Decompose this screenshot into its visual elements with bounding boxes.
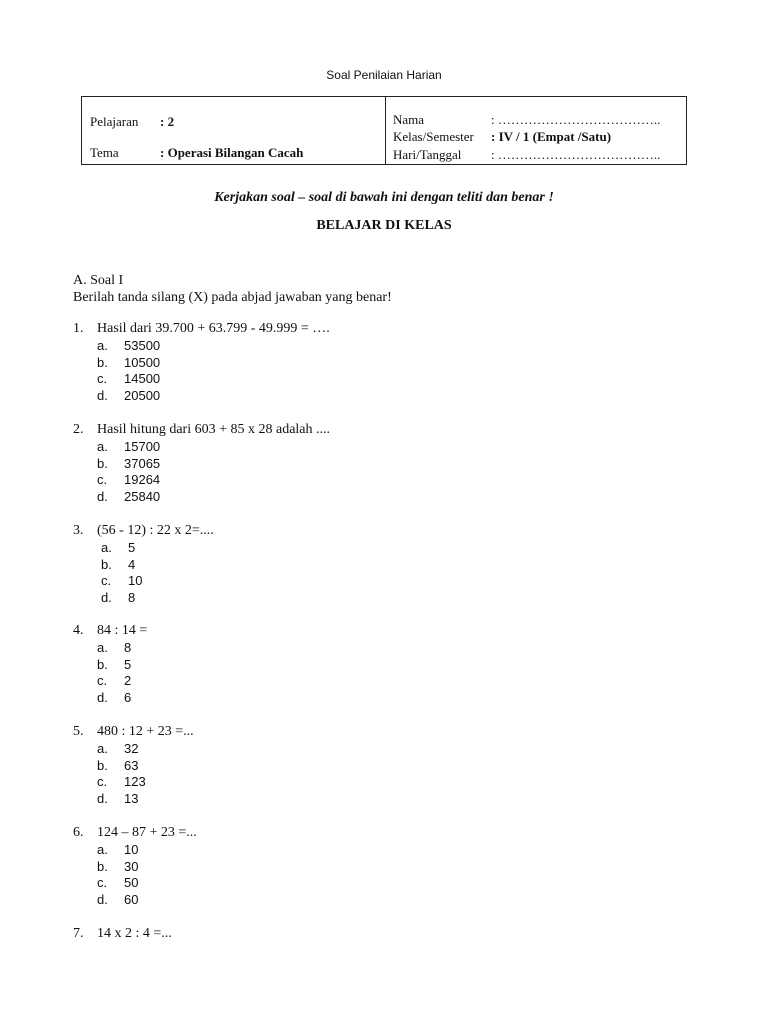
- question: [73, 523, 214, 539]
- question-number: 5.: [73, 724, 84, 739]
- question: [73, 623, 147, 639]
- answer-option[interactable]: [97, 875, 138, 891]
- answer-option[interactable]: [97, 741, 138, 757]
- option-text: 10: [124, 842, 139, 857]
- question-text: 124 – 87 + 23 =...: [97, 825, 197, 840]
- question-number: 2.: [73, 422, 84, 437]
- answer-option[interactable]: [97, 673, 131, 689]
- header-info-table: [81, 96, 687, 165]
- option-text: 19264: [124, 472, 161, 488]
- option-text: 25840: [124, 489, 161, 505]
- info-label: Kelas/Semester: [393, 129, 474, 144]
- option-text: 6: [124, 690, 132, 706]
- option-letter: c.: [97, 371, 108, 387]
- info-label: Hari/Tanggal: [393, 147, 462, 162]
- answer-option[interactable]: [97, 758, 138, 774]
- answer-option[interactable]: [97, 355, 160, 371]
- option-text: 53500: [124, 338, 161, 353]
- option-letter: d.: [101, 590, 112, 606]
- info-value: : IV / 1 (Empat /Satu): [491, 129, 612, 144]
- question-text: 14 x 2 : 4 =...: [97, 926, 172, 941]
- option-text: 30: [124, 858, 139, 874]
- answer-option[interactable]: [97, 892, 138, 908]
- option-text: 2: [124, 673, 132, 689]
- answer-option[interactable]: [97, 791, 138, 807]
- page-title: Soal Penilaian Harian: [326, 68, 442, 82]
- option-text: 63: [124, 757, 139, 773]
- option-text: 32: [124, 741, 139, 756]
- question-text: 84 : 14 =: [97, 623, 148, 638]
- answer-option[interactable]: [101, 557, 135, 573]
- option-letter: a.: [97, 439, 108, 454]
- option-text: 60: [124, 892, 139, 908]
- answer-option[interactable]: [97, 371, 160, 387]
- option-letter: b.: [101, 556, 112, 572]
- option-text: 5: [128, 540, 136, 555]
- option-letter: a.: [97, 338, 108, 353]
- answer-option[interactable]: [97, 439, 160, 455]
- option-text: 10: [128, 573, 143, 589]
- answer-option[interactable]: [97, 338, 160, 354]
- option-text: 10500: [124, 354, 161, 370]
- question: [73, 321, 330, 337]
- answer-option[interactable]: [97, 842, 138, 858]
- option-text: 50: [124, 875, 139, 891]
- student-info-cell: [386, 97, 687, 165]
- option-letter: d.: [97, 388, 108, 404]
- option-text: 5: [124, 656, 132, 672]
- answer-option[interactable]: [97, 456, 160, 472]
- option-letter: d.: [97, 892, 108, 908]
- info-label: Pelajaran: [90, 114, 139, 129]
- question-text: Hasil dari 39.700 + 63.799 - 49.999 = ….: [97, 321, 330, 336]
- option-letter: b.: [97, 354, 108, 370]
- question-number: 1.: [73, 321, 84, 336]
- option-letter: a.: [97, 640, 108, 655]
- option-letter: d.: [97, 791, 108, 807]
- info-value: : 2: [160, 114, 175, 129]
- question-text: 480 : 12 + 23 =...: [97, 724, 194, 739]
- question-text: (56 - 12) : 22 x 2=....: [97, 523, 214, 538]
- section-subtitle: Berilah tanda silang (X) pada abjad jawaban yang benar!: [73, 290, 392, 305]
- answer-option[interactable]: [97, 472, 160, 488]
- info-row-class: [386, 129, 686, 145]
- option-letter: c.: [97, 875, 108, 891]
- answer-option[interactable]: [97, 489, 160, 505]
- question-text: Hasil hitung dari 603 + 85 x 28 adalah ....: [97, 422, 331, 437]
- option-text: 15700: [124, 439, 161, 454]
- question-number: 6.: [73, 825, 84, 840]
- answer-option[interactable]: [97, 640, 131, 656]
- option-text: 8: [124, 640, 132, 655]
- section-title: A. Soal I: [73, 273, 124, 288]
- option-letter: b.: [97, 757, 108, 773]
- info-row-date: [386, 147, 686, 163]
- instruction-text: Kerjakan soal – soal di bawah ini dengan teliti dan benar !: [214, 190, 554, 205]
- option-letter: a.: [101, 540, 112, 555]
- question: [73, 422, 330, 438]
- option-text: 123: [124, 774, 146, 790]
- info-row-name: [386, 112, 686, 128]
- info-row-theme: [82, 145, 385, 161]
- question-number: 4.: [73, 623, 84, 638]
- subject-info-cell: [82, 97, 386, 165]
- answer-option[interactable]: [101, 590, 135, 606]
- option-letter: b.: [97, 858, 108, 874]
- question: [73, 926, 172, 942]
- option-text: 13: [124, 791, 139, 807]
- option-text: 4: [128, 556, 136, 572]
- option-text: 8: [128, 590, 136, 606]
- info-label: Nama: [393, 112, 425, 127]
- info-row-subject: [82, 114, 385, 130]
- answer-option[interactable]: [97, 774, 146, 790]
- question: [73, 825, 197, 841]
- option-letter: a.: [97, 842, 108, 857]
- option-letter: c.: [97, 472, 108, 488]
- answer-option[interactable]: [97, 859, 138, 875]
- option-letter: d.: [97, 489, 108, 505]
- question: [73, 724, 194, 740]
- answer-option[interactable]: [97, 690, 131, 706]
- info-value: : Operasi Bilangan Cacah: [160, 145, 304, 160]
- option-text: 37065: [124, 455, 161, 471]
- option-text: 14500: [124, 371, 161, 387]
- section-heading: BELAJAR DI KELAS: [316, 218, 452, 233]
- question-number: 7.: [73, 926, 84, 941]
- option-letter: a.: [97, 741, 108, 756]
- answer-option[interactable]: [101, 540, 135, 556]
- option-letter: b.: [97, 455, 108, 471]
- option-text: 20500: [124, 388, 161, 404]
- question-number: 3.: [73, 523, 84, 538]
- option-letter: c.: [101, 573, 112, 589]
- info-value: : ………………………………..: [491, 147, 661, 162]
- info-value: : ………………………………..: [491, 112, 661, 127]
- info-label: Tema: [90, 145, 119, 160]
- option-letter: c.: [97, 673, 108, 689]
- option-letter: b.: [97, 656, 108, 672]
- option-letter: d.: [97, 690, 108, 706]
- option-letter: c.: [97, 774, 108, 790]
- answer-option[interactable]: [101, 573, 142, 589]
- answer-option[interactable]: [97, 388, 160, 404]
- answer-option[interactable]: [97, 657, 131, 673]
